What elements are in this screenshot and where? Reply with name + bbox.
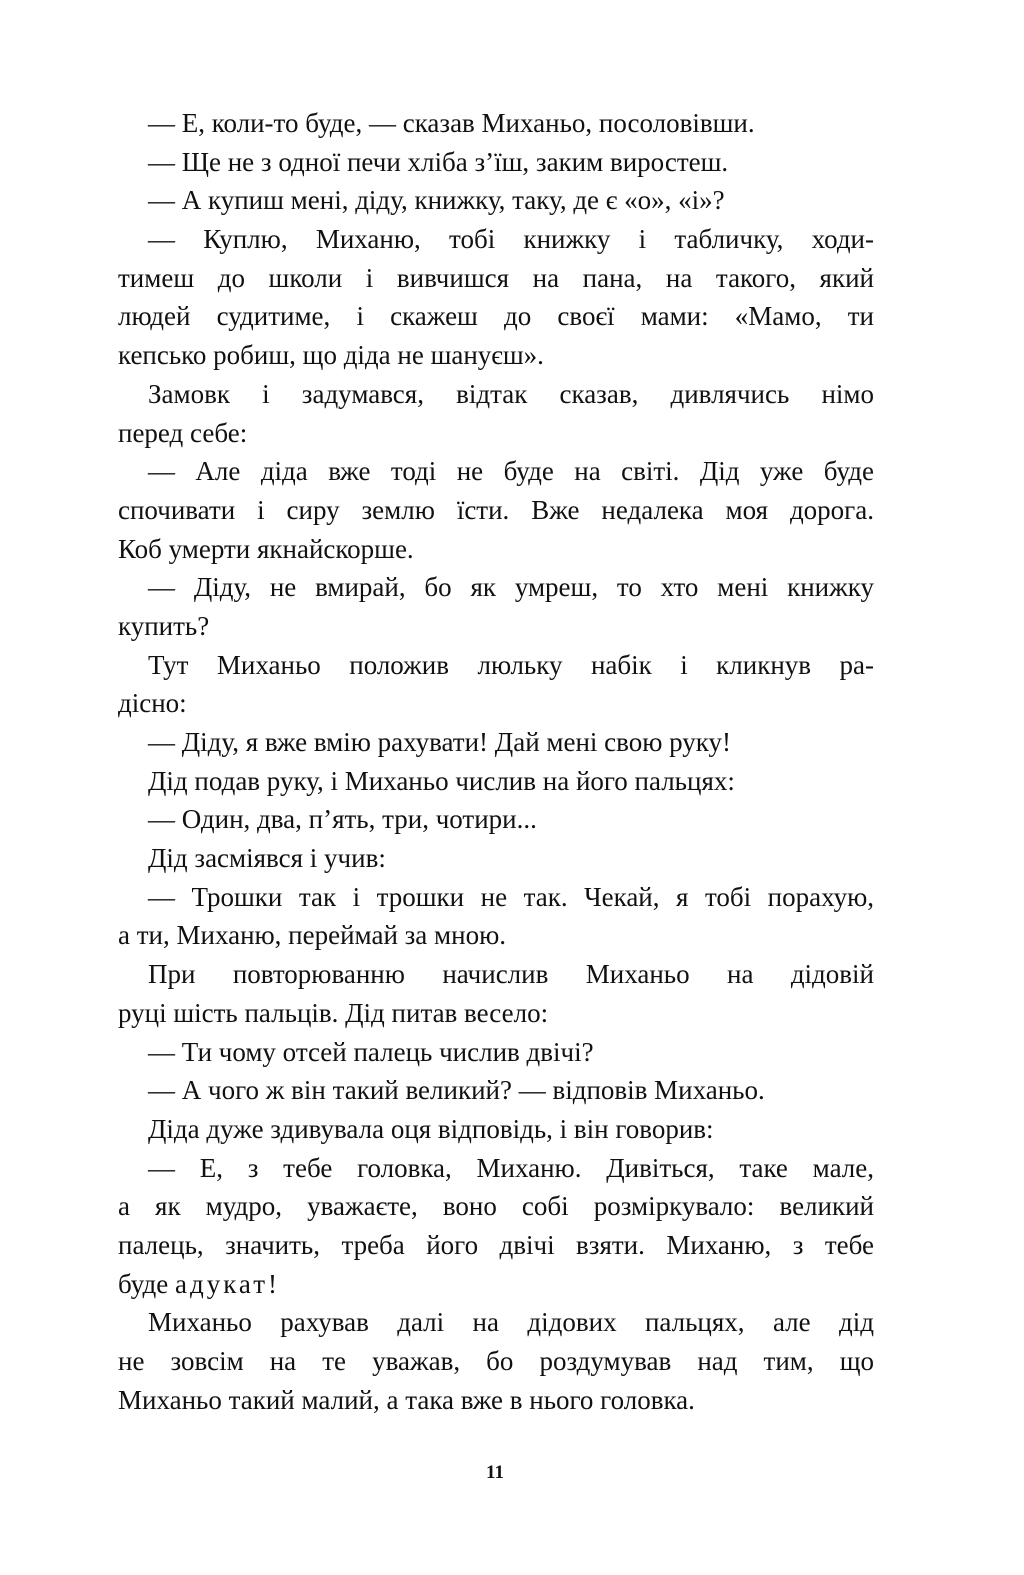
text-line: — Один, два, п’ять, три, чотири...: [148, 804, 537, 835]
text-line: — Діду, я вже вмію рахувати! Дай мені свою руку!: [148, 727, 732, 757]
text-line: а як мудро, уважаєте, воно собі розміркувало: великий: [118, 1191, 874, 1222]
text-line: кепсько робиш, що діда не шануєш».: [118, 340, 544, 371]
text-line: — Ти чому отсей палець числив двічі?: [148, 1036, 594, 1067]
text-line: Дід засміявся і учив:: [148, 843, 386, 874]
text-line: — Трошки так і трошки не так. Чекай, я тобі порахую,: [148, 881, 874, 912]
text-line: При повторюванню начислив Миханьо на дідовій: [148, 959, 874, 990]
text-line: тимеш до школи і вивчишся на пана, на такого, який: [118, 262, 874, 293]
text-line: спочивати і сиру землю їсти. Вже недалека моя дорога.: [118, 494, 874, 525]
text-line: палець, значить, треба його двічі взяти. Миханю, з тебе: [118, 1229, 874, 1260]
text-line: Миханьо такий малий, а така вже в нього головка.: [118, 1384, 695, 1415]
text-line: — Е, з тебе головка, Миханю. Дивіться, таке мале,: [148, 1152, 874, 1183]
text-line: [118, 1265, 874, 1304]
spaced-emphasis-word: адукат: [174, 1268, 268, 1299]
text-line: Діда дуже здивувала оця відповідь, і він говорив:: [148, 1113, 714, 1144]
text-line: — Куплю, Миханю, тобі книжку і табличку, ходи-: [148, 224, 874, 255]
text-line: а ти, Миханю, переймай за мною.: [118, 920, 506, 951]
text-line: перед себе:: [118, 417, 248, 448]
text-line: купить?: [118, 610, 210, 641]
text-line: Тут Миханьо положив люльку набік і кликнув ра-: [148, 649, 874, 680]
text-line: Замовк і задумався, відтак сказав, дивлячись німо: [148, 378, 874, 409]
text-fragment: !: [268, 1268, 277, 1299]
text-line: Дід подав руку, і Миханьо числив на його пальцях:: [148, 765, 735, 796]
text-line: не зовсім на те уважав, бо роздумував над тим, що: [118, 1346, 874, 1376]
page-number: 11: [486, 1462, 504, 1483]
text-line: — А чого ж він такий великий? — відповів Миханьо.: [148, 1075, 765, 1106]
text-fragment: буде: [118, 1268, 175, 1299]
text-line: Миханьо рахував далі на дідових пальцях, але дід: [148, 1307, 874, 1338]
text-line: дісно:: [118, 688, 187, 719]
text-line: людей судитиме, і скажеш до своєї мами: «Мамо, ти: [118, 301, 874, 332]
page-body: [118, 104, 874, 1419]
text-line: — Е, коли-то буде, — сказав Миханьо, посоловівши.: [148, 108, 755, 138]
text-line: руці шість пальців. Дід питав весело:: [118, 997, 549, 1028]
text-line: — Діду, не вмирай, бо як умреш, то хто мені книжку: [148, 572, 874, 603]
text-line: — А купиш мені, діду, книжку, таку, де є «о», «і»?: [148, 185, 725, 216]
text-line: Коб умерти якнайскорше.: [118, 533, 414, 564]
text-line: — Ще не з одної печи хліба з’їш, заким виростеш.: [148, 146, 729, 177]
text-line: — Але діда вже тоді не буде на світі. Дід уже буде: [148, 456, 874, 487]
